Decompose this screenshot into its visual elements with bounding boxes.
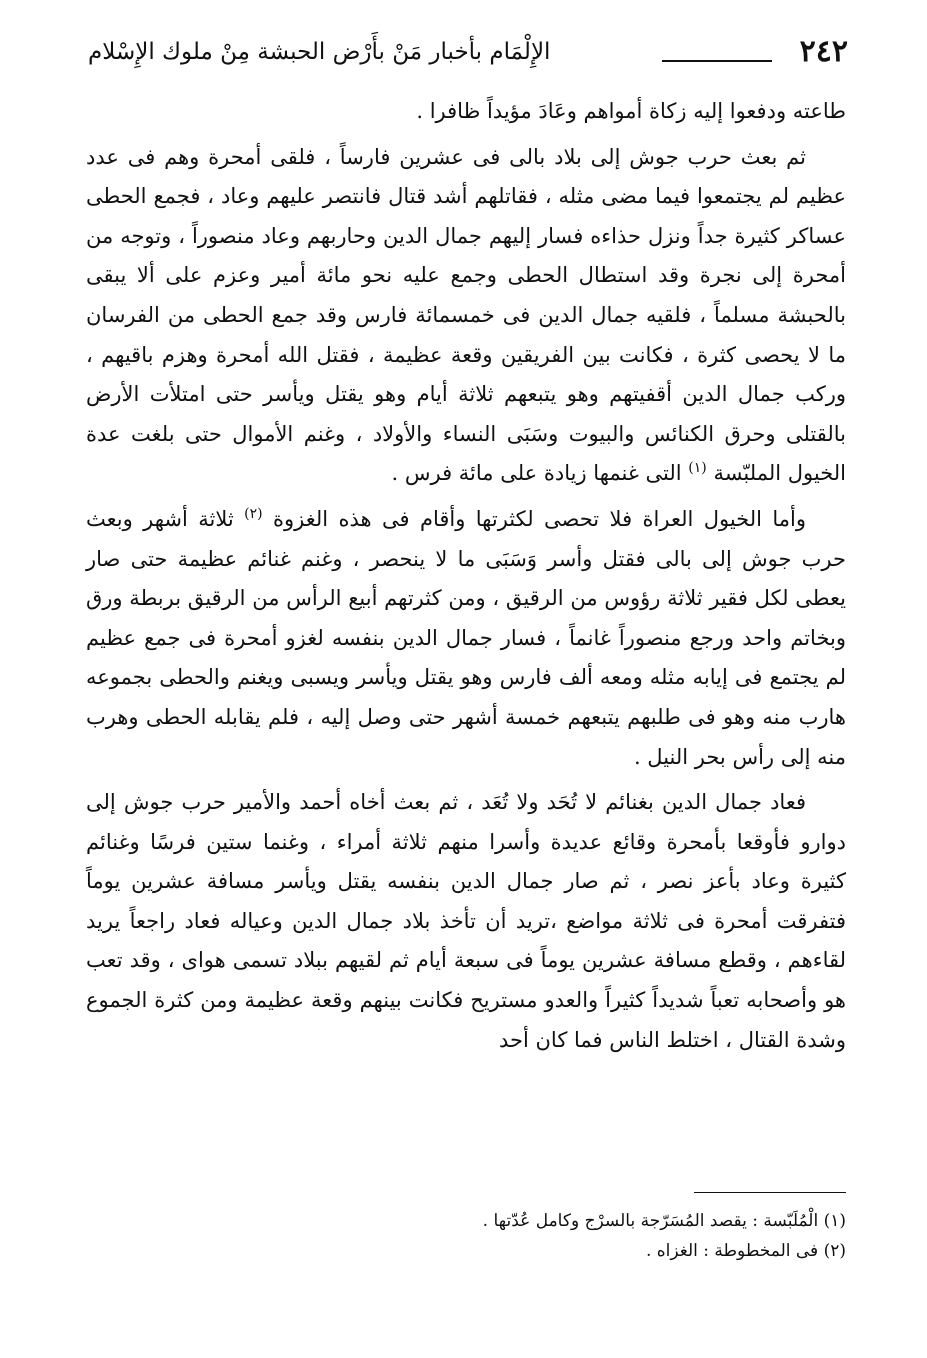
footnote-ref-2: (٢) <box>244 505 263 522</box>
running-header <box>88 28 848 74</box>
body-text <box>86 92 846 1066</box>
footnote-ref-1: (١) <box>688 460 707 477</box>
paragraph-text: وأما الخيول العراة فلا تحصى لكثرتها وأقام فى هذه الغزوة <box>273 506 806 531</box>
paragraph-text-continued: التى غنمها زيادة على مائة فرس . <box>391 461 682 486</box>
header-rule <box>662 60 772 62</box>
paragraph-text: ثم بعث حرب جوش إلى بلاد بالى فى عشرين فارساً ، فلقى أمحرة وهم فى عدد عظيم لم يجتمعوا فيما مضى مثله ، فقاتلهم أشد قتال فانتصر عليهم وعاد ، فجمع الحطى عساكر كثيرة جداً ونزل حذاءه فسار إليهم جمال الدين وحاربهم وعاد منصوراً ، وتوجه من أمحرة إلى نجرة وقد استطال الحطى وجمع عليه نحو مائة أمير وعزم على ألا يبقى بالحبشة مسلماً ، فلقيه جمال الدين فى خمسمائة فارس وقد جمع الحطى من الفرسان ما لا يحصى كثرة ، فكانت بين الفريقين وقعة عظيمة ، فقتل الله أمحرة وهزم باقيهم ، وركب جمال الدين أقفيتهم وهو يتبعهم ثلاثة أيام وهو يقتل ويأسر حتى امتلأت الأرض بالقتلى وحرق الكنائس والبيوت وسَبَى النساء والأولاد ، وغنم الأموال حتى بلغت عدة الخيول الملبّسة <box>86 144 846 486</box>
footnote-rule <box>694 1192 846 1193</box>
paragraph-3 <box>86 500 846 777</box>
footnotes <box>86 1206 846 1266</box>
paragraph-4 <box>86 783 846 1060</box>
page-number: ٢٤٢ <box>799 34 848 69</box>
paragraph-text-continued: ثلاثة أشهر وبعث حرب جوش إلى بالى فقتل وأسر وَسَبَى ما لا ينحصر ، وغنم غنائم عظيمة حتى صار يعطى لكل فقير ثلاثة رؤوس من الرقيق ، ومن كثرتهم أبيع الرأس من الرقيق بربطة ورق وبخاتم واحد ورجع منصوراً غانماً ، فسار جمال الدين بنفسه لغزو أمحرة فى جمع عظيم لم يجتمع فى إيابه مثله ومعه ألف فارس وهو يقتل ويأسر ويسبى ويغنم والحطى بجموعه هارب منه وهو فى طلبهم يتبعهم خمسة أشهر حتى وصل إليه ، فلم يقابله الحطى وهرب منه إلى رأس بحر النيل . <box>86 506 846 769</box>
paragraph-text: فعاد جمال الدين بغنائم لا تُحَد ولا تُعَد ، ثم بعث أخاه أحمد والأمير حرب جوش إلى دوارو فأوقعا بأمحرة وقائع عديدة وأسرا منهم ثلاثة أمراء ، وغنما ستين فرسًا وغنائم كثيرة وعاد بأعز نصر ، ثم صار جمال الدين بنفسه يقتل ويأسر مسافة عشرين يوماً فتفرقت أمحرة فى ثلاثة مواضع ،تريد أن تأخذ بلاد جمال الدين وعياله فعاد راجعاً يريد لقاءهم ، وقطع مسافة عشرين يوماً فى سبعة أيام ثم لقيهم ببلاد تسمى هواى ، وقد تعب هو وأصحابه تعباً شديداً كثيراً والعدو مستريح فكانت بينهم وقعة عظيمة ومن كثرة الجموع وشدة القتال ، اختلط الناس فما كان أحد <box>86 790 846 1052</box>
footnote-2: (٢) فى المخطوطة : الغزاه . <box>645 1241 846 1261</box>
paragraph-1 <box>86 92 846 132</box>
footnote-1: (١) الْمُلَبّسة : يقصد المُسَرّجة بالسرْج وكامل عُدّتها . <box>482 1211 846 1231</box>
running-title: الإِلْمَام بأخبار مَنْ بأَرْض الحبشة مِنْ ملوك الإِسْلام <box>88 39 551 65</box>
paragraph-2 <box>86 138 846 494</box>
paragraph-text: طاعته ودفعوا إليه زكاة أمواهم وعَادَ مؤيداً ظافرا . <box>416 99 846 123</box>
